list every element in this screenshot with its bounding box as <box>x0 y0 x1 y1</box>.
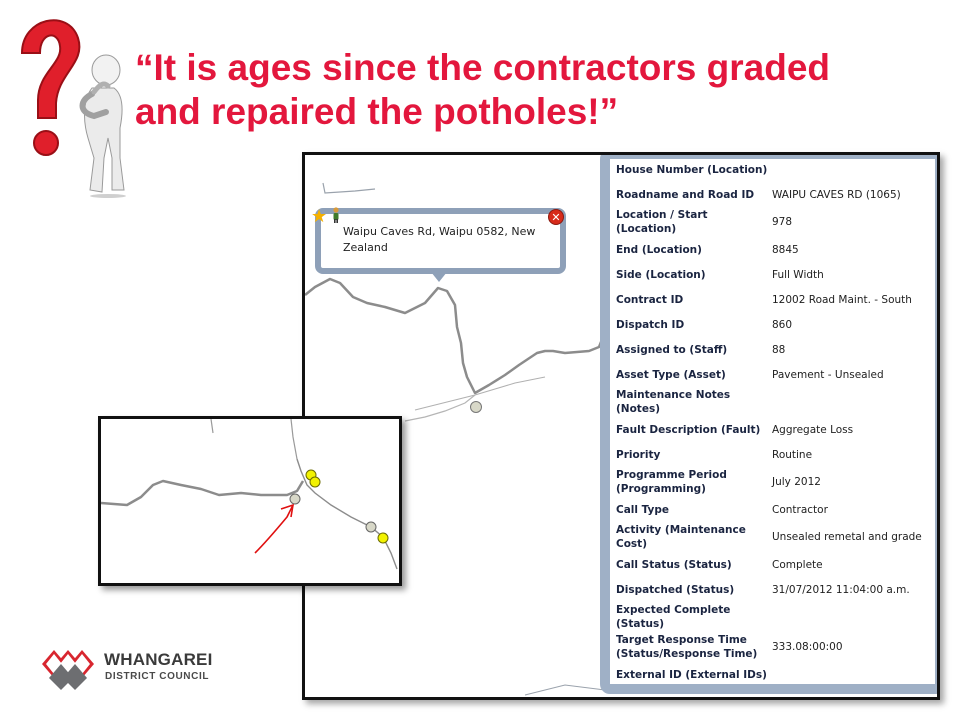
popup-address-line-1: Waipu Caves Rd, Waipu 0582, New <box>343 225 536 238</box>
inset-map[interactable] <box>98 416 402 586</box>
attr-value: Unsealed remetal and grade <box>772 531 922 543</box>
attr-label: Call Type <box>616 504 670 516</box>
slide-headline <box>135 46 945 134</box>
attr-value: 88 <box>772 344 786 356</box>
attr-value: WAIPU CAVES RD (1065) <box>772 189 901 201</box>
attr-value: July 2012 <box>772 476 821 488</box>
annotation-arrow <box>255 505 293 553</box>
attr-label: Dispatched (Status) <box>616 584 735 596</box>
headline-line-1: “It is ages since the contractors graded <box>135 47 830 88</box>
logo-subtitle: DISTRICT COUNCIL <box>105 671 210 682</box>
attr-value: Complete <box>772 559 823 571</box>
question-mark-figure-icon <box>8 8 128 198</box>
attr-label: Activity (Maintenance Cost) <box>616 524 746 550</box>
attr-label: External ID (External IDs) <box>616 669 767 681</box>
attr-label: Programme Period (Programming) <box>616 469 727 495</box>
attr-value: 860 <box>772 319 793 331</box>
attr-label: Call Status (Status) <box>616 559 732 571</box>
attr-value: Routine <box>772 449 813 461</box>
attr-label: Roadname and Road ID <box>616 189 755 201</box>
logo-name: WHANGAREI <box>104 650 213 669</box>
address-popup <box>315 208 566 274</box>
attributes-panel <box>600 152 940 694</box>
attr-value: Aggregate Loss <box>772 424 854 436</box>
attr-value: Full Width <box>772 269 824 281</box>
attr-label: Target Response Time (Status/Response Time) <box>616 634 758 660</box>
attr-value: 978 <box>772 216 793 228</box>
attr-label: Side (Location) <box>616 269 706 281</box>
attr-label: Priority <box>616 449 661 461</box>
attr-label: Dispatch ID <box>616 319 685 331</box>
attr-value: Pavement - Unsealed <box>772 369 884 381</box>
popup-close-icon[interactable]: ✕ <box>548 209 564 225</box>
attr-value: 31/07/2012 11:04:00 a.m. <box>772 584 910 596</box>
attr-label: Location / Start (Location) <box>616 209 708 235</box>
attr-label: Asset Type (Asset) <box>616 369 726 381</box>
attr-label: Expected Complete (Status) <box>616 604 731 630</box>
whangarei-logo <box>40 640 240 695</box>
inset-road-map[interactable] <box>101 419 399 583</box>
attr-label: Contract ID <box>616 294 684 306</box>
pegman-icon[interactable] <box>331 207 341 223</box>
attr-label: House Number (Location) <box>616 164 768 176</box>
attr-label: Maintenance Notes (Notes) <box>616 389 731 415</box>
headline-line-2: and repaired the potholes!” <box>135 91 619 132</box>
attr-value: 333.08:00:00 <box>772 641 843 653</box>
star-icon[interactable]: ★ <box>311 206 328 226</box>
attr-label: Fault Description (Fault) <box>616 424 761 436</box>
popup-tail <box>431 272 447 282</box>
attr-label: Assigned to (Staff) <box>616 344 728 356</box>
attr-value: Contractor <box>772 504 828 516</box>
attr-value: 12002 Road Maint. - South <box>772 294 912 306</box>
popup-address-line-2: Zealand <box>343 241 388 254</box>
attr-label: End (Location) <box>616 244 702 256</box>
attr-value: 8845 <box>772 244 799 256</box>
council-logo-icon <box>40 640 100 692</box>
